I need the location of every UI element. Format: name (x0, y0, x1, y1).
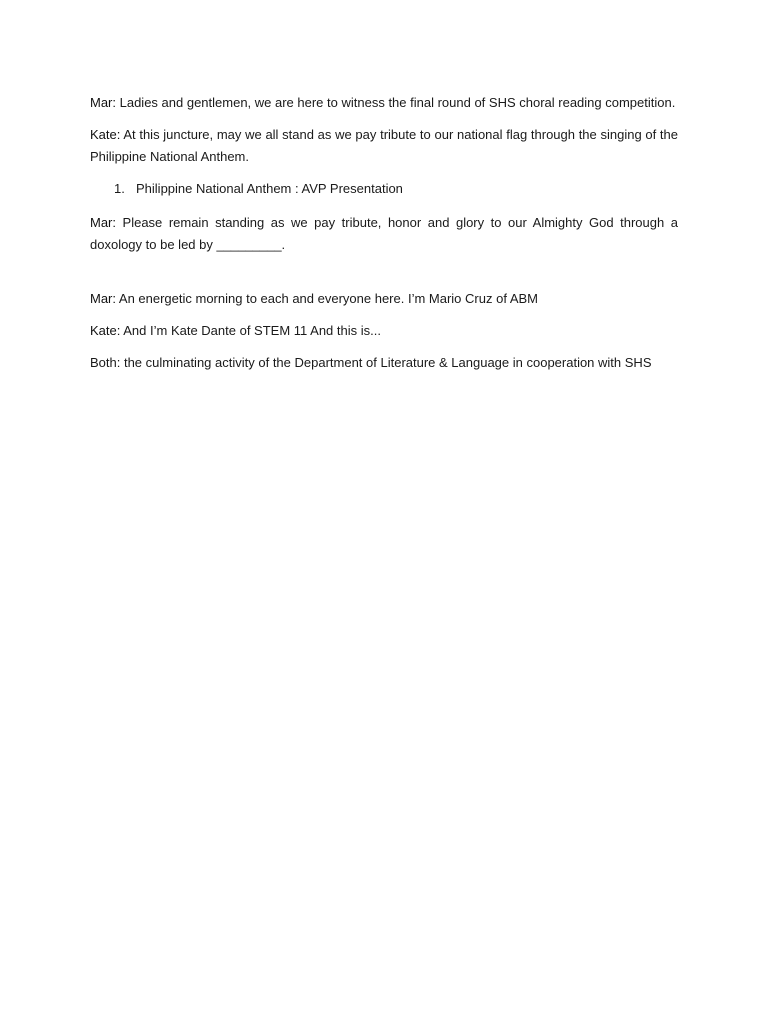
speaker-label-mar: Mar: (90, 291, 116, 306)
paragraph-kate-intro (90, 320, 678, 342)
list-item-text: Philippine National Anthem : AVP Presentation (136, 181, 403, 196)
speaker-label-kate: Kate: (90, 127, 121, 142)
paragraph-mar-intro (90, 92, 678, 114)
paragraph-text: And I’m Kate Dante of STEM 11 And this is... (120, 323, 381, 338)
paragraph-both (90, 352, 678, 374)
list-number: 1. (114, 181, 125, 196)
paragraph-text: An energetic morning to each and everyone here. I’m Mario Cruz of ABM (116, 291, 538, 306)
program-list (90, 178, 678, 200)
spacer (90, 266, 678, 288)
speaker-label-mar: Mar: (90, 95, 116, 110)
paragraph-text: At this juncture, may we all stand as we pay tribute to our national flag through the singing of the Philippine National Anthem. (90, 127, 678, 164)
document-page (90, 92, 678, 384)
list-item (90, 178, 678, 200)
paragraph-kate-anthem (90, 124, 678, 168)
paragraph-text: Please remain standing as we pay tribute, honor and glory to our Almighty God through a doxology to be led by _________. (90, 215, 678, 252)
paragraph-text: Ladies and gentlemen, we are here to witness the final round of SHS choral reading competition. (116, 95, 676, 110)
speaker-label-kate: Kate: (90, 323, 121, 338)
paragraph-mar-doxology (90, 212, 678, 256)
paragraph-text: Both: the culminating activity of the Department of Literature & Language in cooperation with SHS (90, 355, 652, 370)
paragraph-mar-greeting (90, 288, 678, 310)
speaker-label-mar: Mar: (90, 215, 116, 230)
